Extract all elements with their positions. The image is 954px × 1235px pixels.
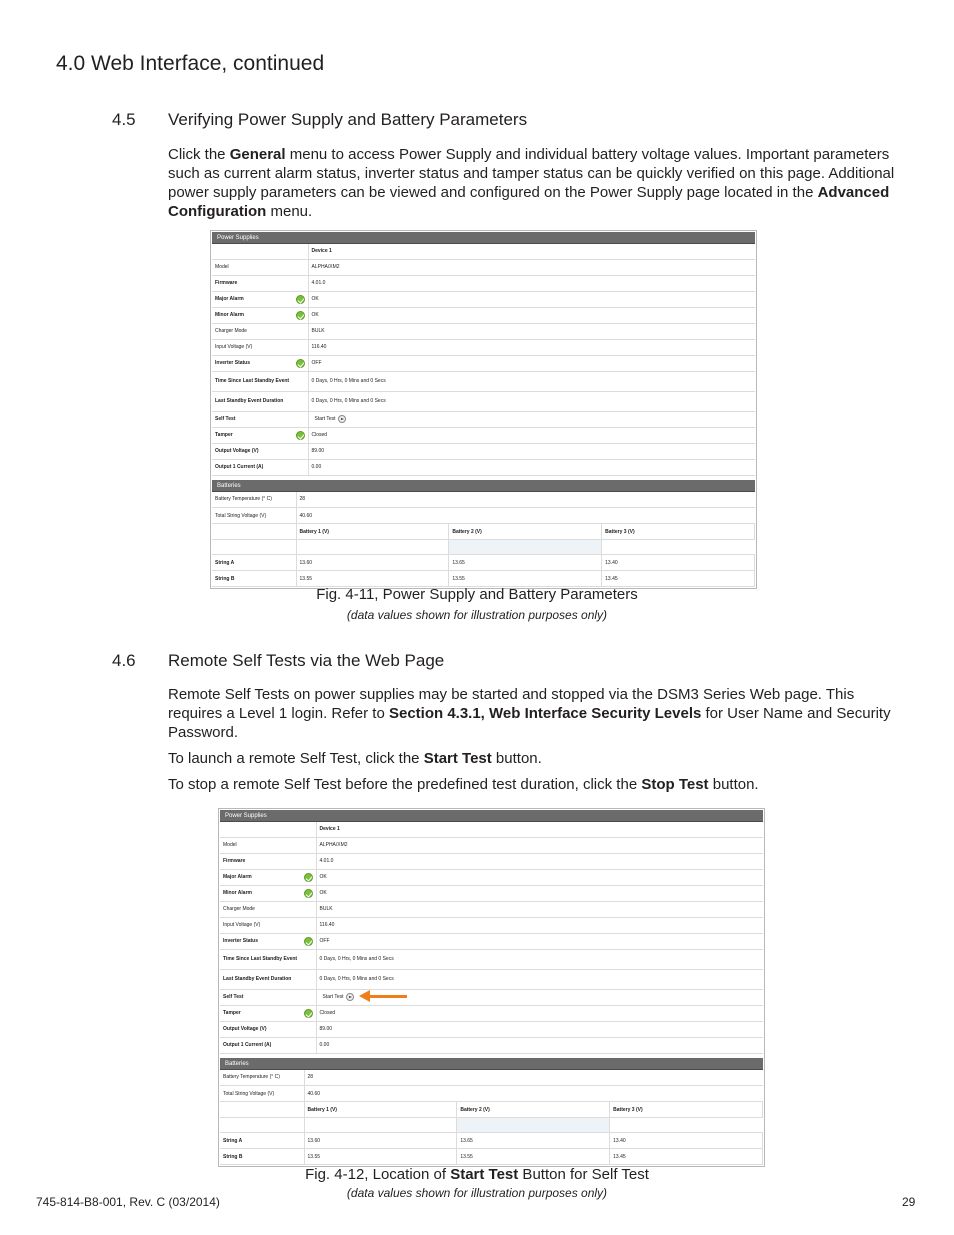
table-row — [220, 949, 763, 969]
row-value: OK — [308, 291, 755, 307]
table-row — [212, 508, 755, 524]
text: Button for Self Test — [518, 1166, 649, 1183]
spacer-cell — [212, 540, 296, 555]
spacer-cell — [610, 1118, 763, 1133]
battery-column-header: Battery 1 (V) — [296, 524, 449, 540]
table-row — [220, 1086, 763, 1102]
spacer-cell — [602, 540, 755, 555]
row-value: 0 Days, 0 Hrs, 0 Mins and 0 Secs — [316, 949, 763, 969]
text: menu to access Power Supply and individual battery voltage values. Important parameters such as current alarm status, inverter status and tamper status can be quickly verified on this page. Additional power supply parameters can be viewed and configured on the Power Supply page located in the — [168, 146, 895, 201]
figure-caption: Fig. 4-11, Power Supply and Battery Parameters — [316, 586, 638, 603]
battery-value: 13.55 — [449, 571, 602, 587]
row-value: Closed — [316, 1005, 763, 1021]
status-cell — [304, 869, 316, 885]
text: To stop a remote Self Test before the predefined test duration, click the — [168, 776, 642, 793]
text: menu. — [266, 203, 313, 220]
battery-column-header: Battery 3 (V) — [610, 1102, 763, 1118]
battery-value: 13.45 — [602, 571, 755, 587]
row-value: BULK — [308, 323, 755, 339]
row-label: Total String Voltage (V) — [220, 1086, 304, 1102]
status-cell — [304, 901, 316, 917]
table-row — [212, 459, 755, 475]
status-cell — [304, 933, 316, 949]
row-label: Major Alarm — [212, 291, 296, 307]
power-supply-screenshot-2 — [218, 808, 765, 1167]
table-row — [220, 869, 763, 885]
table-row — [212, 275, 755, 291]
table-row — [220, 1037, 763, 1053]
text: Fig. 4-12, Location of — [305, 1166, 451, 1183]
row-value: 116.40 — [316, 917, 763, 933]
status-cell — [296, 411, 308, 427]
table-row — [212, 307, 755, 323]
figure-caption — [0, 1166, 954, 1183]
row-value: 4.01.0 — [316, 853, 763, 869]
check-ok-icon — [296, 431, 305, 440]
row-value: ALPHA/XM2 — [316, 837, 763, 853]
row-value: 40.60 — [304, 1086, 763, 1102]
power-supplies-header: Power Supplies — [212, 232, 755, 244]
section-number: 4.5 — [112, 110, 136, 129]
row-label: Total String Voltage (V) — [212, 508, 296, 524]
table-row — [220, 885, 763, 901]
section-number: 4.6 — [112, 651, 136, 670]
table-row — [212, 427, 755, 443]
row-value: 0 Days, 0 Hrs, 0 Mins and 0 Secs — [316, 969, 763, 989]
row-label: Major Alarm — [220, 869, 304, 885]
bold-text: Section 4.3.1, Web Interface Security Levels — [388, 705, 702, 722]
battery-value: 13.65 — [449, 555, 602, 571]
row-value: 4.01.0 — [308, 275, 755, 291]
footer-page-number: 29 — [902, 1195, 916, 1209]
table-row — [220, 917, 763, 933]
status-cell — [296, 355, 308, 371]
battery-value: 13.55 — [296, 571, 449, 587]
batteries-header: Batteries — [220, 1058, 763, 1070]
figure-note: (data values shown for illustration purposes only) — [346, 608, 608, 622]
row-label: String A — [212, 555, 296, 571]
status-cell — [304, 949, 316, 969]
blank-cell — [212, 244, 308, 259]
row-label: Last Standby Event Duration — [220, 969, 304, 989]
row-value: OK — [316, 885, 763, 901]
row-label: Input Voltage (V) — [212, 339, 296, 355]
power-supply-screenshot-1 — [210, 230, 757, 589]
status-cell — [304, 1037, 316, 1053]
status-cell — [296, 307, 308, 323]
text: for User Name and Security Password. — [168, 705, 891, 741]
row-label: Output Voltage (V) — [220, 1021, 304, 1037]
row-label: Self Test — [220, 989, 304, 1005]
battery-value: 13.60 — [304, 1133, 457, 1149]
figure-note: (data values shown for illustration purposes only) — [346, 1186, 608, 1200]
battery-value: 13.55 — [304, 1149, 457, 1165]
row-label: String B — [220, 1149, 304, 1165]
battery-table — [212, 492, 755, 588]
start-test-button[interactable]: Start Test — [320, 994, 354, 1000]
check-ok-icon — [296, 295, 305, 304]
table-row — [212, 391, 755, 411]
status-cell — [296, 459, 308, 475]
row-value: OFF — [308, 355, 755, 371]
row-value: 0 Days, 0 Hrs, 0 Mins and 0 Secs — [308, 391, 755, 411]
table-row — [220, 1070, 763, 1086]
table-row — [212, 355, 755, 371]
spacer-cell — [304, 1118, 457, 1133]
text: button. — [491, 750, 542, 767]
blank-cell — [220, 1102, 304, 1118]
row-value: 0 Days, 0 Hrs, 0 Mins and 0 Secs — [308, 371, 755, 391]
section-4-5-paragraph — [168, 145, 898, 221]
battery-value: 13.65 — [457, 1133, 610, 1149]
check-ok-icon — [304, 873, 313, 882]
row-value: OFF — [316, 933, 763, 949]
check-ok-icon — [304, 889, 313, 898]
battery-table — [220, 1070, 763, 1166]
status-cell — [304, 1005, 316, 1021]
row-label: Charger Mode — [212, 323, 296, 339]
spacer-cell — [449, 540, 602, 555]
table-row — [220, 1102, 763, 1118]
text: Remote Self Tests on power supplies may be started and stopped via the DSM3 Series Web page. This requires a Level 1 login. Refer to — [168, 686, 855, 722]
section-4-5-heading — [112, 110, 527, 130]
row-label: Time Since Last Standby Event — [220, 949, 304, 969]
row-label: Last Standby Event Duration — [212, 391, 296, 411]
table-row — [220, 969, 763, 989]
status-cell — [304, 885, 316, 901]
row-value: 28 — [304, 1070, 763, 1086]
battery-column-header: Battery 2 (V) — [457, 1102, 610, 1118]
table-row — [220, 1021, 763, 1037]
table-row — [212, 443, 755, 459]
table-row — [212, 571, 755, 587]
check-ok-icon — [296, 359, 305, 368]
table-row — [212, 323, 755, 339]
status-cell — [296, 323, 308, 339]
section-4-6-paragraph-3 — [168, 775, 898, 794]
section-title: Remote Self Tests via the Web Page — [168, 651, 445, 670]
battery-column-header: Battery 3 (V) — [602, 524, 755, 540]
row-value: BULK — [316, 901, 763, 917]
row-label: Output Voltage (V) — [212, 443, 296, 459]
row-value: OK — [308, 307, 755, 323]
row-value: 116.40 — [308, 339, 755, 355]
status-cell — [304, 969, 316, 989]
row-label: Battery Temperature (° C) — [212, 492, 296, 508]
battery-value: 13.40 — [602, 555, 755, 571]
table-row — [212, 524, 755, 540]
status-cell — [296, 275, 308, 291]
table-row — [212, 259, 755, 275]
row-label: Minor Alarm — [220, 885, 304, 901]
row-label: Charger Mode — [220, 901, 304, 917]
table-row — [220, 853, 763, 869]
text: button. — [708, 776, 759, 793]
table-row — [220, 933, 763, 949]
row-label: Model — [220, 837, 304, 853]
footer-doc-number: 745-814-B8-001, Rev. C (03/2014) — [36, 1195, 220, 1209]
battery-value: 13.40 — [610, 1133, 763, 1149]
table-row — [220, 1133, 763, 1149]
bold-text: Start Test — [423, 750, 492, 767]
bold-text: General — [229, 146, 286, 163]
row-label: Battery Temperature (° C) — [220, 1070, 304, 1086]
battery-column-header: Battery 2 (V) — [449, 524, 602, 540]
spacer-cell — [220, 1118, 304, 1133]
row-value: 89.00 — [316, 1021, 763, 1037]
row-value: 89.00 — [308, 443, 755, 459]
text: To launch a remote Self Test, click the — [168, 750, 424, 767]
table-row — [212, 339, 755, 355]
status-cell — [296, 291, 308, 307]
status-cell — [304, 853, 316, 869]
text: Click the — [168, 146, 230, 163]
battery-value: 13.45 — [610, 1149, 763, 1165]
row-value: Closed — [308, 427, 755, 443]
row-value: 0.00 — [316, 1037, 763, 1053]
bold-text: Advanced Configuration — [168, 184, 890, 220]
check-ok-icon — [304, 937, 313, 946]
batteries-header: Batteries — [212, 480, 755, 492]
section-4-6-heading — [112, 651, 444, 671]
bold-text: Start Test — [450, 1166, 519, 1183]
row-value: 28 — [296, 492, 755, 508]
table-row — [212, 555, 755, 571]
check-ok-icon — [296, 311, 305, 320]
table-row — [212, 492, 755, 508]
status-cell — [304, 989, 316, 1005]
table-row — [220, 901, 763, 917]
row-value: OK — [316, 869, 763, 885]
status-cell — [304, 1021, 316, 1037]
status-cell — [296, 339, 308, 355]
power-supply-table — [212, 244, 755, 476]
row-value: 0.00 — [308, 459, 755, 475]
self-test-cell — [308, 411, 755, 427]
power-supplies-header: Power Supplies — [220, 810, 763, 822]
battery-value: 13.55 — [457, 1149, 610, 1165]
power-supply-table — [220, 822, 763, 1054]
bold-text: Stop Test — [641, 776, 709, 793]
section-4-6-paragraph-2 — [168, 749, 898, 768]
device-column-header: Device 1 — [316, 822, 763, 837]
play-icon[interactable] — [346, 993, 354, 1001]
status-cell — [296, 371, 308, 391]
play-icon[interactable] — [338, 415, 346, 423]
blank-cell — [220, 822, 316, 837]
table-row — [220, 837, 763, 853]
row-label: Model — [212, 259, 296, 275]
row-label: Firmware — [212, 275, 296, 291]
status-cell — [296, 427, 308, 443]
status-cell — [296, 259, 308, 275]
status-cell — [304, 917, 316, 933]
row-value: 40.60 — [296, 508, 755, 524]
check-ok-icon — [304, 1009, 313, 1018]
row-label: Minor Alarm — [212, 307, 296, 323]
row-label: Inverter Status — [212, 355, 296, 371]
row-value: ALPHA/XM2 — [308, 259, 755, 275]
row-label: Output 1 Current (A) — [212, 459, 296, 475]
row-label: Tamper — [212, 427, 296, 443]
battery-value: 13.60 — [296, 555, 449, 571]
status-cell — [304, 837, 316, 853]
row-label: Self Test — [212, 411, 296, 427]
spacer-cell — [457, 1118, 610, 1133]
row-label: Output 1 Current (A) — [220, 1037, 304, 1053]
table-row — [220, 1005, 763, 1021]
section-4-6-paragraph-1 — [168, 685, 898, 742]
row-label: Inverter Status — [220, 933, 304, 949]
row-label: String A — [220, 1133, 304, 1149]
orange-arrow-icon — [369, 995, 407, 998]
status-cell — [296, 391, 308, 411]
table-row — [212, 371, 755, 391]
battery-column-header: Battery 1 (V) — [304, 1102, 457, 1118]
status-cell — [296, 443, 308, 459]
device-column-header: Device 1 — [308, 244, 755, 259]
row-label: Firmware — [220, 853, 304, 869]
table-row — [212, 411, 755, 427]
blank-cell — [212, 524, 296, 540]
row-label: Input Voltage (V) — [220, 917, 304, 933]
section-title: Verifying Power Supply and Battery Parameters — [168, 110, 528, 129]
spacer-cell — [296, 540, 449, 555]
start-test-button[interactable]: Start Test — [312, 416, 346, 422]
table-row — [220, 1149, 763, 1165]
table-row — [212, 291, 755, 307]
page-title: 4.0 Web Interface, continued — [56, 52, 325, 75]
row-label: String B — [212, 571, 296, 587]
row-label: Tamper — [220, 1005, 304, 1021]
row-label: Time Since Last Standby Event — [212, 371, 296, 391]
table-row — [220, 989, 763, 1005]
